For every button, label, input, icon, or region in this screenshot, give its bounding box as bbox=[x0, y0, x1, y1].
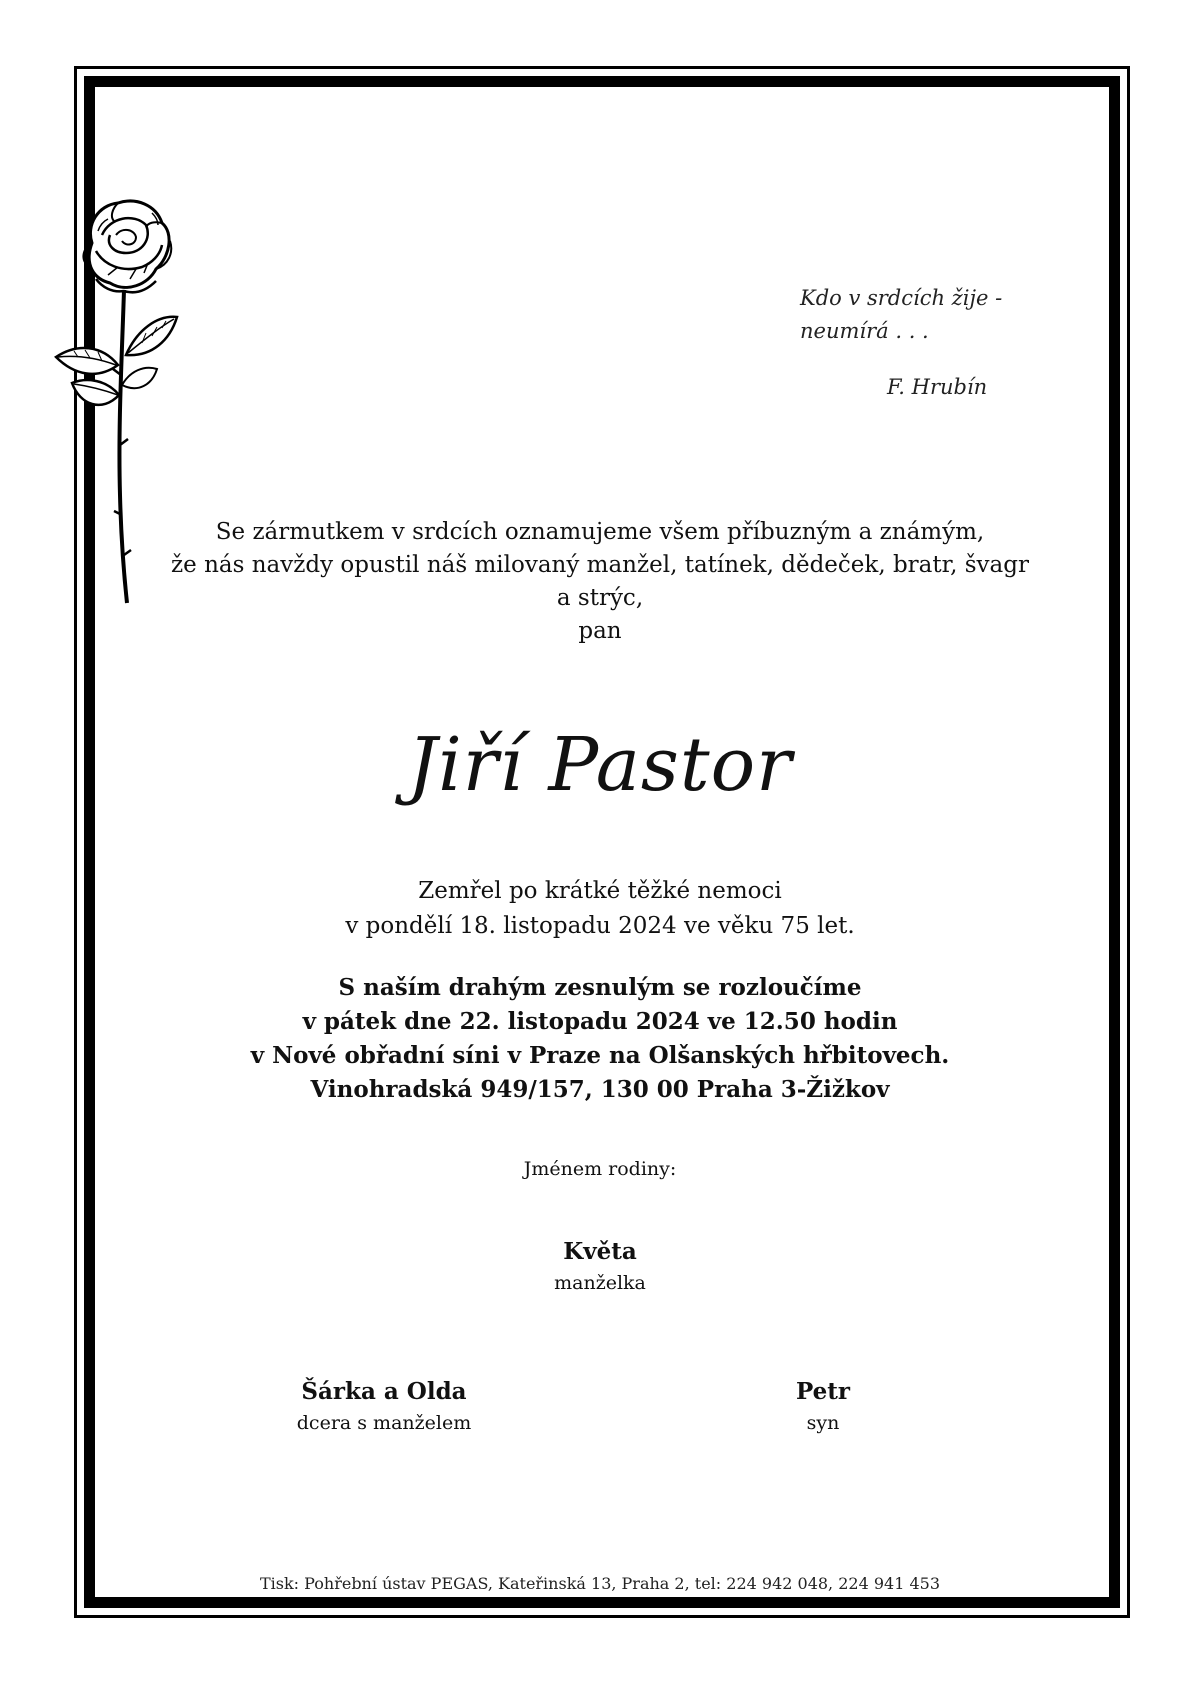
family-member-daughter bbox=[224, 1376, 544, 1438]
motto-line-1: Kdo v srdcích žije - bbox=[800, 286, 1003, 310]
death-line-2: v pondělí 18. listopadu 2024 ve věku 75 let. bbox=[345, 913, 855, 939]
daughter-name: Šárka a Olda bbox=[301, 1378, 467, 1405]
announcement-line-1: Se zármutkem v srdcích oznamujeme všem příbuzným a známým, bbox=[215, 519, 985, 545]
son-name: Petr bbox=[795, 1378, 851, 1405]
death-line-1: Zemřel po krátké těžké nemoci bbox=[418, 878, 782, 904]
funeral-line-4: Vinohradská 949/157, 130 00 Praha 3-Žižkov bbox=[310, 1076, 890, 1103]
funeral-line-1: S naším drahým zesnulým se rozloučíme bbox=[338, 974, 862, 1001]
announcement-line-2: že nás navždy opustil náš milovaný manžel, tatínek, dědeček, bratr, švagr bbox=[171, 552, 1029, 578]
announcement bbox=[100, 516, 1100, 648]
funeral-line-2: v pátek dne 22. listopadu 2024 ve 12.50 hodin bbox=[302, 1008, 898, 1035]
daughter-relation: dcera s manželem bbox=[296, 1412, 472, 1434]
motto-line-2: neumírá . . . bbox=[800, 319, 929, 343]
funeral-line-3: v Nové obřadní síni v Praze na Olšanských hřbitovech. bbox=[250, 1042, 950, 1069]
family-label: Jménem rodiny: bbox=[523, 1158, 677, 1180]
announcement-line-3: a strýc, bbox=[556, 585, 644, 611]
family-member-son bbox=[663, 1376, 983, 1438]
wife-relation: manželka bbox=[554, 1272, 646, 1294]
deceased-name: Jiří Pastor bbox=[407, 722, 793, 808]
print-info: Tisk: Pohřební ústav PEGAS, Kateřinská 13, Praha 2, tel: 224 942 048, 224 941 453 bbox=[259, 1574, 941, 1593]
motto-author: F. Hrubín bbox=[887, 375, 988, 399]
family-member-wife bbox=[440, 1236, 760, 1298]
motto-quote bbox=[800, 282, 1002, 348]
death-info bbox=[100, 874, 1100, 944]
son-relation: syn bbox=[806, 1412, 840, 1434]
announcement-line-4: pan bbox=[578, 618, 622, 644]
funeral-info bbox=[100, 971, 1100, 1107]
wife-name: Květa bbox=[563, 1238, 637, 1265]
